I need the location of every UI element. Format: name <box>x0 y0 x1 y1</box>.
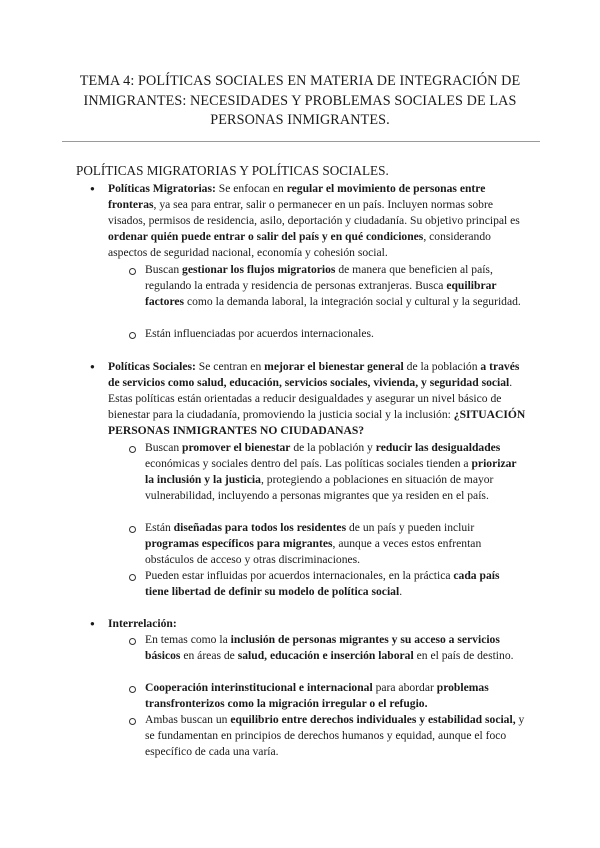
list-item-politicas-sociales: Políticas Sociales: Se centran en mejorar el bienestar general de la población a través de servicios como salud, educación, servicios sociales, vivienda, y seguridad social. Estas políticas están orientadas a reducir desigualdades y asegurar un nivel básico de bienestar para la ciudadanía, promoviendo la justicia social y la inclusión: ¿SITUACIÓN PERSONAS INMIGRANTES NO CIUDADANAS? <box>108 360 526 437</box>
section-heading: POLÍTICAS MIGRATORIAS Y POLÍTICAS SOCIALES. <box>76 163 389 178</box>
circle-bullet-icon <box>129 638 136 645</box>
sub-item: Buscan gestionar los flujos migratorios de manera que beneficien al país, regulando la entrada y residencia de personas extranjeras. Busca equilibrar factores como la demanda laboral, la integración social y cultural y la seguridad. <box>145 263 521 308</box>
title-divider <box>62 141 540 142</box>
circle-bullet-icon <box>129 446 136 453</box>
item-label: Interrelación: <box>108 617 177 630</box>
circle-bullet-icon <box>129 526 136 533</box>
bullet-icon: ● <box>90 184 95 193</box>
bullet-icon: ● <box>90 362 95 371</box>
sub-item: Pueden estar influidas por acuerdos internacionales, en la práctica cada país tiene libertad de definir su modelo de política social. <box>145 569 500 598</box>
sub-item: En temas como la inclusión de personas migrantes y su acceso a servicios básicos en áreas de salud, educación e inserción laboral en el país de destino. <box>145 633 514 662</box>
list-item-politicas-migratorias: Políticas Migratorias: Se enfocan en regular el movimiento de personas entre fronteras, ya sea para entrar, salir o permanecer en un país. Incluyen normas sobre visados, permisos de residencia, asilo, deportación y ciudadanía. Su objetivo principal es ordenar quién puede entrar o salir del país y en qué condiciones, considerando aspectos de seguridad nacional, economía y cohesión social. <box>108 182 520 259</box>
bullet-icon: ● <box>90 619 95 628</box>
circle-bullet-icon <box>129 574 136 581</box>
page-title: TEMA 4: POLÍTICAS SOCIALES EN MATERIA DE INTEGRACIÓN DE INMIGRANTES: NECESIDADES Y PROBLEMAS SOCIALES DE LAS PERSONAS INMIGRANTES. <box>79 73 521 128</box>
sub-item: Buscan promover el bienestar de la población y reducir las desigualdades económicas y sociales dentro del país. Las políticas sociales tienden a priorizar la inclusión y la justicia, protegiendo a poblaciones en situación de mayor vulnerabilidad, incluyendo a personas migrantes que ya residen en el país. <box>145 441 517 502</box>
circle-bullet-icon <box>129 718 136 725</box>
sub-item: Cooperación interinstitucional e internacional para abordar problemas transfronterizos como la migración irregular o el refugio. <box>145 681 489 710</box>
sub-item: Ambas buscan un equilibrio entre derechos individuales y estabilidad social, y se fundamentan en principios de derechos humanos y equidad, aunque el foco específico de cada una varía. <box>145 713 525 758</box>
item-label: Políticas Migratorias: <box>108 182 216 195</box>
circle-bullet-icon <box>129 686 136 693</box>
sub-item: Están diseñadas para todos los residentes de un país y pueden incluir programas específicos para migrantes, aunque a veces estos enfrentan obstáculos de acceso y otras discriminaciones. <box>145 521 482 566</box>
item-label: Políticas Sociales: <box>108 360 196 373</box>
list-item-interrelacion <box>108 616 526 632</box>
circle-bullet-icon <box>129 332 136 339</box>
sub-item: Están influenciadas por acuerdos internacionales. <box>145 327 374 340</box>
circle-bullet-icon <box>129 268 136 275</box>
